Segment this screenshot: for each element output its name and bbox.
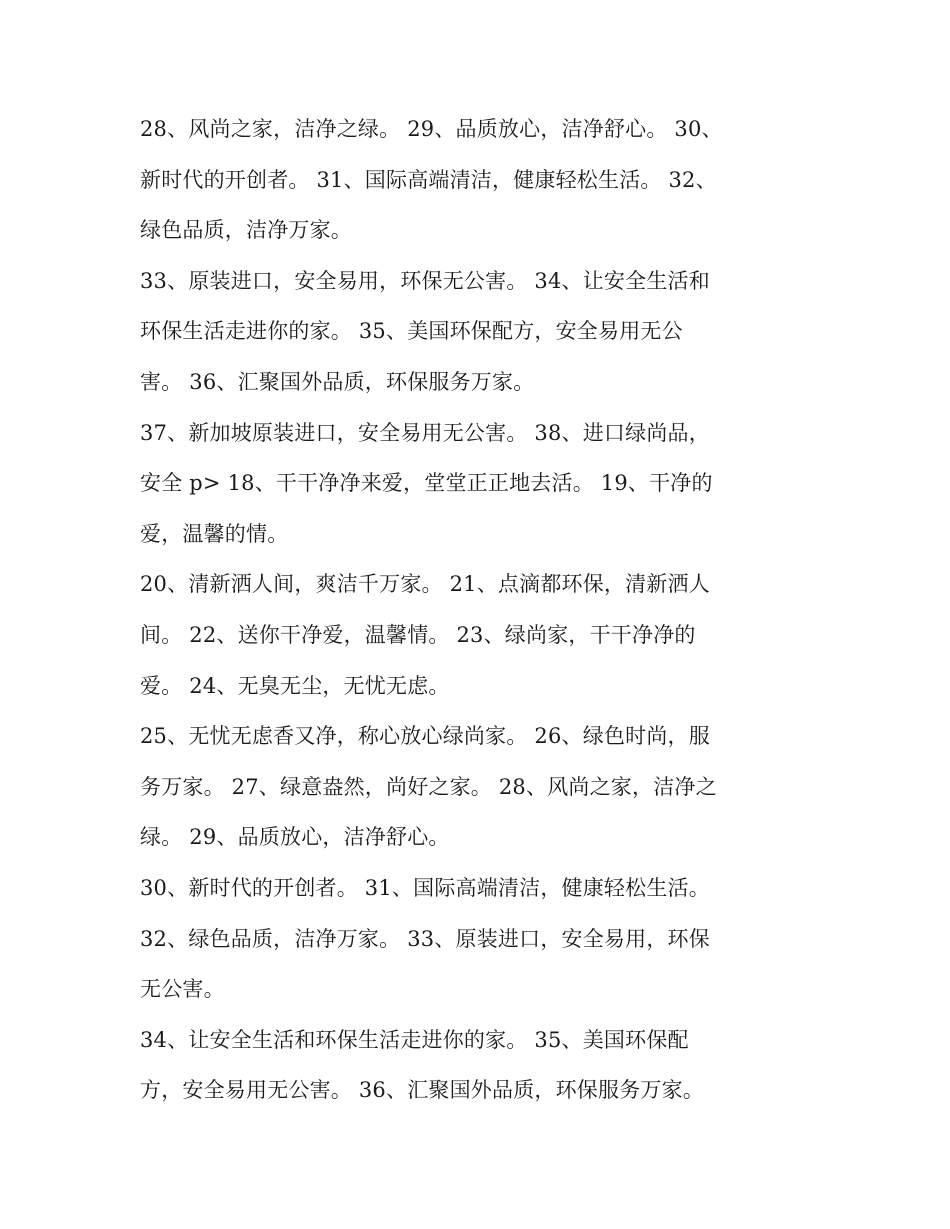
text-line: 爱。 24、无臭无尘，无忧无虑。 (140, 673, 450, 698)
text-line: 33、原装进口，安全易用，环保无公害。 34、让安全生活和 (140, 268, 710, 293)
text-line: 无公害。 (140, 977, 225, 1002)
text-line: 环保生活走进你的家。 35、美国环保配方，安全易用无公 (140, 319, 683, 344)
text-line: 安全 p> 18、干干净净来爱，堂堂正正地去活。 19、干净的 (140, 471, 713, 496)
text-line: 间。 22、送你干净爱，温馨情。 23、绿尚家，干干净净的 (140, 622, 696, 647)
text-line: 37、新加坡原装进口，安全易用无公害。 38、进口绿尚品， (140, 420, 710, 445)
text-line: 34、让安全生活和环保生活走进你的家。 35、美国环保配 (140, 1027, 689, 1052)
text-line: 28、风尚之家，洁净之绿。 29、品质放心，洁净舒心。 30、 (140, 117, 723, 141)
text-line: 爱，温馨的情。 (140, 521, 289, 546)
text-line: 方，安全易用无公害。 36、汇聚国外品质，环保服务万家。 (140, 1078, 704, 1103)
text-line: 32、绿色品质，洁净万家。 33、原装进口，安全易用，环保 (140, 926, 710, 951)
text-line: 害。 36、汇聚国外品质，环保服务万家。 (140, 369, 535, 394)
paragraph-slogans-30-33 (140, 863, 820, 1015)
text-line: 25、无忧无虑香又净，称心放心绿尚家。 26、绿色时尚，服 (140, 724, 710, 749)
paragraph-slogans-34-36 (140, 1015, 820, 1116)
text-line: 绿。 29、品质放心，洁净舒心。 (140, 825, 450, 850)
document-body (140, 104, 820, 1116)
paragraph-slogans-28-32 (140, 104, 820, 256)
paragraph-slogans-20-24 (140, 559, 820, 711)
paragraph-slogans-33-36 (140, 256, 820, 408)
text-line: 务万家。 27、绿意盎然，尚好之家。 28、风尚之家，洁净之 (140, 774, 717, 799)
paragraph-slogans-37-19 (140, 408, 820, 560)
text-line: 新时代的开创者。 31、国际高端清洁，健康轻松生活。 32、 (140, 167, 717, 192)
text-line: 30、新时代的开创者。 31、国际高端清洁，健康轻松生活。 (140, 875, 710, 900)
text-line: 20、清新洒人间，爽洁千万家。 21、点滴都环保，清新洒人 (140, 572, 710, 597)
paragraph-slogans-25-29 (140, 711, 820, 863)
text-line: 绿色品质，洁净万家。 (140, 218, 352, 243)
